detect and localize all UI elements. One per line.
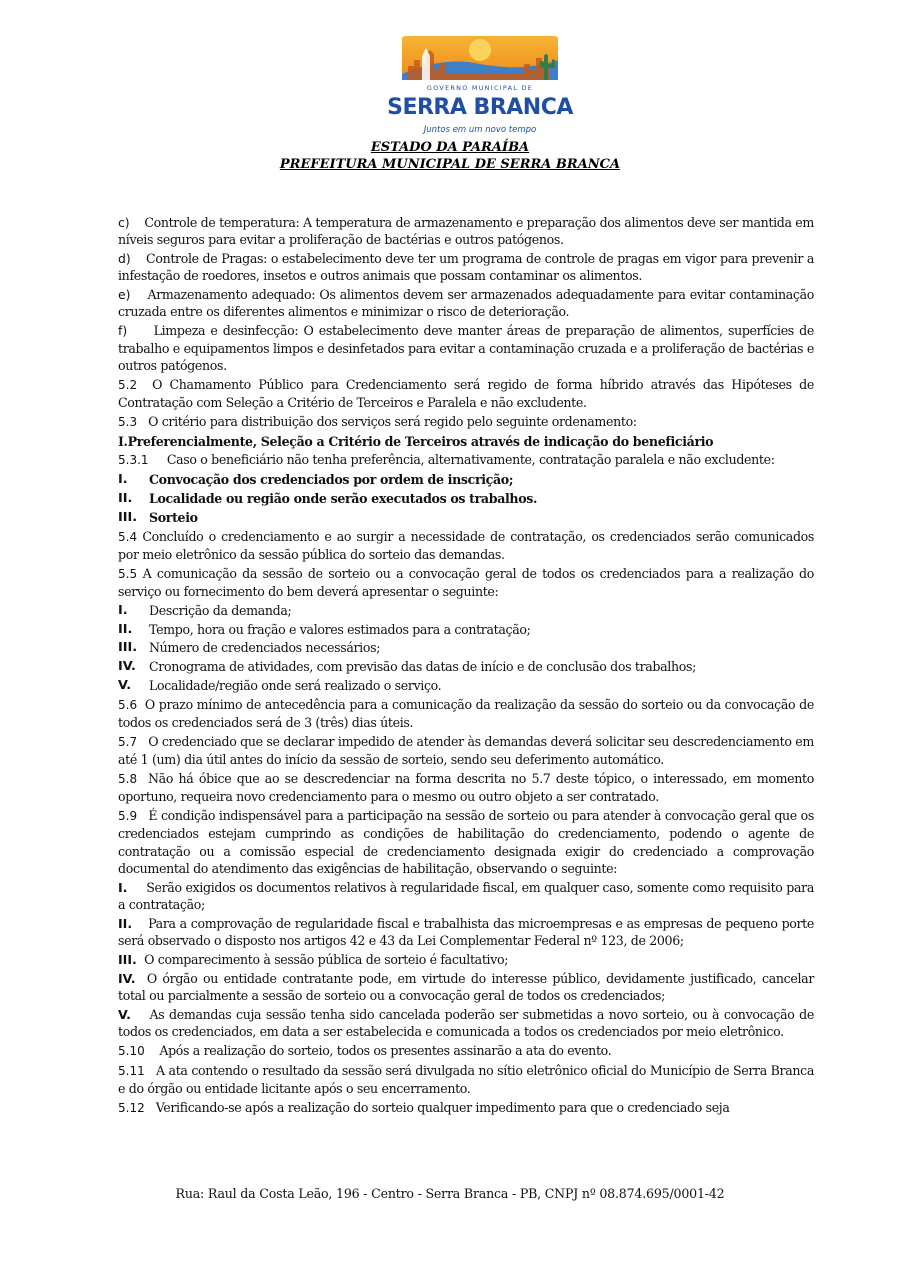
- habilitation-item-number: I.: [118, 879, 128, 895]
- section-5-9: [118, 807, 814, 877]
- section-5-3-1: [118, 451, 814, 469]
- section-5-6-number: 5.6: [118, 697, 138, 712]
- habilitation-item: [118, 970, 814, 1005]
- requirement-item-text: Cronograma de atividades, com previsão das datas de início e de conclusão dos trabalhos;: [149, 659, 696, 675]
- logo-brand-text: SERRA BRANCA: [387, 95, 573, 120]
- section-5-4-text: Concluído o credenciamento e ao surgir a necessidade de contratação, os credenciados serão comunicados por meio eletrônico da sessão pública do sorteio das demandas.: [118, 528, 815, 562]
- requirement-item: [118, 677, 814, 694]
- section-5-7-text: O credenciado que se declarar impedido de atender às demandas deverá solicitar seu descredenciamento em até 1 (um) dia útil antes do início da sessão de sorteio, sendo seu deferimento automático.: [118, 733, 814, 768]
- requirement-item-text: Número de credenciados necessários;: [149, 640, 381, 656]
- habilitation-item: [118, 915, 814, 950]
- habilitation-item-text: O órgão ou entidade contratante pode, em virtude do interesse público, devidamente justificado, cancelar total ou parcialmente a sessão de sorteio ou a convocação geral de todos os credenciados;: [118, 970, 814, 1003]
- item-c-text: Controle de temperatura: A temperatura de armazenamento e preparação dos alimentos deve ser mantida em níveis seguros para evitar a proliferação de bactérias e outros patógenos.: [118, 215, 814, 248]
- section-5-3-1-text: Caso o beneficiário não tenha preferência, alternativamente, contratação paralela e não excludente:: [166, 452, 775, 468]
- logo-sun: [469, 39, 491, 61]
- section-5-5-number: 5.5: [118, 566, 138, 581]
- section-5-10-number: 5.10: [118, 1043, 145, 1058]
- item-d-label: d): [118, 251, 131, 267]
- section-5-6: [118, 696, 814, 732]
- section-5-8-text: Não há óbice que ao se descredenciar na forma descrita no 5.7 deste tópico, o interessado, em momento oportuno, requeira novo credenciamento para o mesmo ou outro objeto a ser contratado.: [118, 770, 814, 805]
- order-item-text: Sorteio: [149, 509, 198, 525]
- requirement-item-number: III.: [118, 640, 138, 656]
- section-5-12: [118, 1099, 814, 1117]
- section-5-2-number: 5.2: [118, 377, 138, 392]
- item-f-text: Limpeza e desinfecção: O estabelecimento deve manter áreas de preparação de alimentos, superfícies de trabalho e equipamentos limpos e desinfetados para evitar a contaminação cruzada e a proliferação de bactérias e outros patógenos.: [118, 323, 814, 373]
- section-5-3-1-number: 5.3.1: [118, 453, 149, 468]
- order-item-number: I.: [118, 472, 128, 488]
- requirement-item-number: I.: [118, 602, 128, 618]
- section-5-2: [118, 376, 814, 412]
- section-5-2-text: O Chamamento Público para Credenciamento será regido de forma híbrido através das Hipóteses de Contratação com Seleção a Critério de Terceiros e Paralela e não excludente.: [118, 376, 814, 410]
- section-5-3: [118, 413, 814, 431]
- section-5-3-number: 5.3: [118, 414, 138, 429]
- habilitation-item-number: II.: [118, 915, 133, 931]
- section-5-12-text: Verificando-se após a realização do sorteio qualquer impedimento para que o credenciado seja: [155, 1099, 730, 1115]
- prefeitura-heading: PREFEITURA MUNICIPAL DE SERRA BRANCA: [279, 157, 621, 172]
- habilitation-item-number: IV.: [118, 970, 136, 986]
- section-5-9-number: 5.9: [118, 809, 138, 823]
- habilitation-item: [118, 1006, 814, 1041]
- habilitation-item-number: V.: [118, 1006, 131, 1022]
- preferential-heading: I.Preferencialmente, Seleção a Critério de Terceiros através de indicação do beneficiário: [118, 433, 714, 449]
- item-e-text: Armazenamento adequado: Os alimentos devem ser armazenados adequadamente para evitar contaminação cruzada entre os diferentes alimentos e minimizar o risco de deterioração.: [118, 287, 814, 320]
- order-item-number: II.: [118, 490, 133, 506]
- section-5-10: [118, 1042, 814, 1060]
- municipal-logo: [374, 34, 586, 138]
- requirement-item-number: IV.: [118, 659, 136, 675]
- habilitation-item: [118, 951, 814, 968]
- logo-government-text: GOVERNO MUNICIPAL DE: [426, 84, 534, 92]
- section-5-11-number: 5.11: [118, 1063, 145, 1078]
- item-d: [118, 250, 814, 285]
- section-5-4: [118, 528, 814, 564]
- item-c: [118, 214, 814, 249]
- state-heading: ESTADO DA PARAÍBA: [370, 140, 530, 155]
- section-5-3-text: O critério para distribuição dos serviços será regido pelo seguinte ordenamento:: [148, 413, 637, 429]
- section-5-7-number: 5.7: [118, 734, 138, 749]
- order-item-text: Convocação dos credenciados por ordem de inscrição;: [149, 472, 514, 488]
- requirement-item: [118, 658, 814, 675]
- order-item: [118, 509, 814, 526]
- section-5-12-number: 5.12: [118, 1100, 145, 1115]
- habilitation-item: [118, 879, 814, 914]
- item-e-label: e): [118, 287, 131, 303]
- section-5-6-text: O prazo mínimo de antecedência para a comunicação da realização da sessão do sorteio ou da convocação de todos os credenciados será de 3 (três) dias úteis.: [118, 696, 814, 731]
- item-d-text: Controle de Pragas: o estabelecimento deve ter um programa de controle de pragas em vigor para prevenir a infestação de roedores, insetos e outros animais que possam contaminar os alimentos.: [118, 251, 814, 284]
- order-item: [118, 490, 814, 507]
- order-item: [118, 471, 814, 488]
- order-item-number: III.: [118, 509, 138, 525]
- section-5-5-text: A comunicação da sessão de sorteio ou a convocação geral de todos os credenciados para a realização do serviço ou fornecimento do bem deverá apresentar o seguinte:: [118, 565, 815, 599]
- section-5-11: [118, 1062, 814, 1098]
- item-c-label: c): [118, 215, 130, 230]
- section-5-4-number: 5.4: [118, 529, 138, 544]
- habilitation-item-text: As demandas cuja sessão tenha sido cancelada poderão ser submetidas a novo sorteio, ou à convocação de todos os credenciados, em data a ser estabelecida e comunicada a todos os credenciados por meio eletrônico.: [118, 1006, 814, 1040]
- section-5-5: [118, 565, 814, 601]
- habilitation-item-number: III.: [118, 951, 137, 967]
- habilitation-item-text: Para a comprovação de regularidade fiscal e trabalhista das microempresas e as empresas de pequeno porte será observado o disposto nos artigos 42 e 43 da Lei Complementar Federal nº 123, de 2006;: [118, 915, 814, 949]
- item-e: [118, 286, 814, 321]
- requirement-item-text: Tempo, hora ou fração e valores estimados para a contratação;: [149, 621, 531, 637]
- requirement-item: [118, 621, 814, 638]
- section-5-9-text: É condição indispensável para a participação na sessão de sorteio ou para atender à convocação geral que os credenciados estejam cumprindo as condições de habilitação do credenciamento, podendo o agente de contratação ou a comissão especial de credenciamento designada exigir do credenciado a comprovação documental do atendimento das exigências de habilitação, observando o seguinte:: [118, 808, 814, 876]
- section-5-8-number: 5.8: [118, 771, 138, 786]
- requirement-item-text: Localidade/região onde será realizado o serviço.: [149, 677, 442, 693]
- order-item-text: Localidade ou região onde serão executados os trabalhos.: [149, 490, 538, 506]
- requirement-item-number: II.: [118, 621, 133, 637]
- habilitation-item-text: Serão exigidos os documentos relativos à regularidade fiscal, em qualquer caso, somente como requisito para a contratação;: [118, 879, 814, 912]
- document-body: [118, 214, 814, 1119]
- item-f-label: f): [118, 323, 128, 339]
- requirement-item-number: V.: [118, 677, 132, 693]
- item-f: [118, 322, 814, 374]
- section-5-11-text: A ata contendo o resultado da sessão será divulgada no sítio eletrônico oficial do Município de Serra Branca e do órgão ou entidade licitante após o seu encerramento.: [118, 1062, 814, 1096]
- logo-slogan-text: Juntos em um novo tempo: [423, 125, 537, 135]
- section-5-8: [118, 770, 814, 806]
- requirement-item-text: Descrição da demanda;: [149, 602, 292, 618]
- footer-address: Rua: Raul da Costa Leão, 196 - Centro - Serra Branca - PB, CNPJ nº 08.874.695/0001-42: [175, 1186, 725, 1201]
- habilitation-item-text: O comparecimento à sessão pública de sorteio é facultativo;: [144, 951, 509, 967]
- requirement-item: [118, 602, 814, 619]
- section-5-10-text: Após a realização do sorteio, todos os presentes assinarão a ata do evento.: [159, 1042, 612, 1058]
- section-5-7: [118, 733, 814, 769]
- requirement-item: [118, 639, 814, 656]
